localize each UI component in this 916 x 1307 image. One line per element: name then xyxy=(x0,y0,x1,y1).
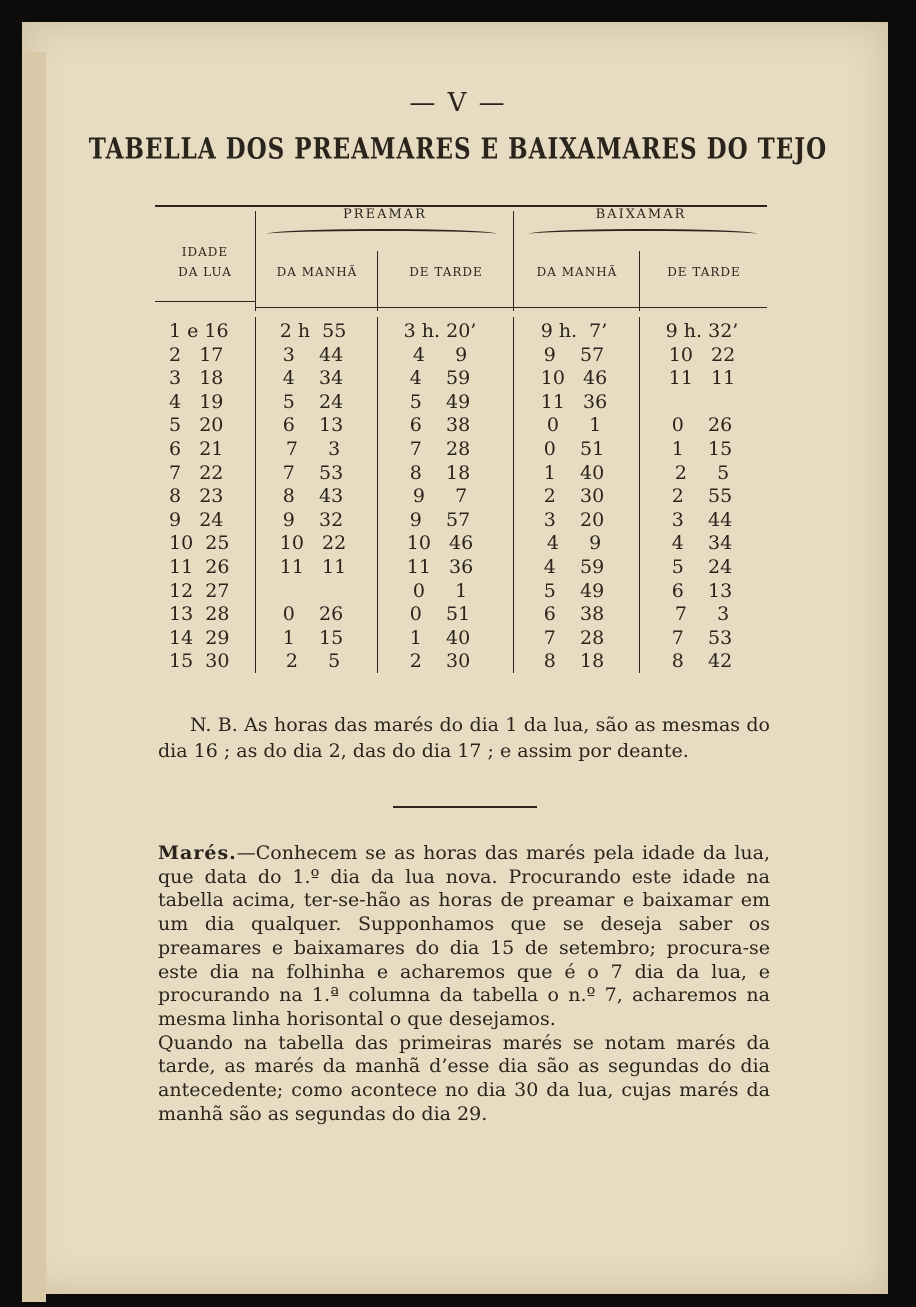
cell-high-morning xyxy=(263,579,363,603)
cell-high-afternoon: 10 46 xyxy=(406,532,474,555)
section-separator xyxy=(393,806,537,808)
header-brace xyxy=(267,229,497,239)
cell-low-morning: 9 57 xyxy=(543,343,605,366)
cell-low-afternoon: 3 44 xyxy=(671,508,733,531)
cell-low-afternoon: 9 h. 32’ xyxy=(665,320,739,342)
note-paragraph: N. B. As horas das marés do dia 1 da lua, são as mesmas do dia 16 ; as do dia 2, das do dia 17 ; e assim por deante. xyxy=(158,714,770,762)
cell-low-morning: 4 9 xyxy=(546,532,602,555)
header-rule xyxy=(255,307,767,308)
cell-low-morning: 0 1 xyxy=(546,414,602,437)
cell-high-morning: 1 15 xyxy=(282,626,344,649)
cell-high-afternoon: 4 9 xyxy=(412,343,468,366)
cell-low-afternoon xyxy=(647,390,757,414)
cell-high-afternoon: 0 51 xyxy=(409,603,471,626)
cell-low-afternoon: 1 15 xyxy=(671,438,733,460)
cell-high-morning: 2 h 55 xyxy=(279,320,347,342)
cell-high-morning: 7 3 xyxy=(285,438,341,460)
cell-high-morning: 7 53 xyxy=(282,461,344,484)
cell-high-morning: 4 34 xyxy=(282,367,344,390)
table-row xyxy=(155,579,767,603)
table-row xyxy=(155,555,767,579)
cell-lunar-age: 8 23 xyxy=(169,485,224,508)
table-row xyxy=(155,484,767,508)
cell-high-afternoon: 7 28 xyxy=(409,438,471,460)
table-row xyxy=(155,437,767,461)
cell-high-afternoon: 3 h. 20’ xyxy=(403,320,477,342)
column-divider xyxy=(513,211,514,311)
header-preamar: PREAMAR xyxy=(343,207,427,222)
paragraph-1 xyxy=(158,842,770,1032)
paragraph-2: Quando na tabella das primeiras marés se notam marés da tarde, as marés da manhã d’esse dia são as segundas do dia antecedente; como acontece no dia 30 da lua, cujas marés da manhã são as segundas do dia 29. xyxy=(158,1031,770,1125)
header-low-afternoon: DE TARDE xyxy=(667,265,741,279)
cell-low-morning: 11 36 xyxy=(540,390,608,413)
cell-low-morning: 6 38 xyxy=(543,603,605,626)
cell-lunar-age: 5 20 xyxy=(169,414,224,437)
cell-lunar-age: 12 27 xyxy=(169,579,230,602)
header-rule xyxy=(155,301,255,302)
cell-low-morning: 4 59 xyxy=(543,556,605,578)
cell-high-morning: 2 5 xyxy=(285,650,341,673)
cell-high-afternoon: 11 36 xyxy=(406,556,474,578)
cell-high-morning: 9 32 xyxy=(282,508,344,531)
table-row xyxy=(155,319,767,343)
cell-lunar-age: 13 28 xyxy=(169,603,230,626)
page-title: TABELLA DOS PREAMARES E BAIXAMARES DO TEJO xyxy=(88,132,828,166)
cell-high-afternoon: 4 59 xyxy=(409,367,471,390)
table-row xyxy=(155,531,767,555)
table-row xyxy=(155,366,767,390)
header-brace xyxy=(529,229,757,239)
table-row xyxy=(155,390,767,414)
cell-high-afternoon: 0 1 xyxy=(412,579,468,602)
header-age-line2: DA LUA xyxy=(178,265,232,279)
cell-low-afternoon: 0 26 xyxy=(671,414,733,437)
cell-low-morning: 7 28 xyxy=(543,626,605,649)
table-row xyxy=(155,602,767,626)
cell-low-morning: 9 h. 7’ xyxy=(540,320,608,342)
cell-low-afternoon: 5 24 xyxy=(671,556,733,578)
header-baixamar: BAIXAMAR xyxy=(595,207,687,222)
cell-lunar-age: 14 29 xyxy=(169,626,230,649)
cell-high-morning: 0 26 xyxy=(282,603,344,626)
cell-lunar-age: 11 26 xyxy=(169,556,230,578)
cell-low-morning: 10 46 xyxy=(540,367,608,390)
cell-high-morning: 3 44 xyxy=(282,343,344,366)
cell-low-afternoon: 10 22 xyxy=(668,343,736,366)
cell-low-afternoon: 2 55 xyxy=(671,485,733,508)
header-high-afternoon: DE TARDE xyxy=(409,265,483,279)
table-row xyxy=(155,626,767,650)
cell-low-afternoon: 8 42 xyxy=(671,650,733,673)
cell-high-morning: 6 13 xyxy=(282,414,344,437)
cell-lunar-age: 1 e 16 xyxy=(169,320,229,342)
cell-high-afternoon: 8 18 xyxy=(409,461,471,484)
cell-low-morning: 1 40 xyxy=(543,461,605,484)
explanation-text xyxy=(158,842,770,1126)
cell-low-afternoon: 2 5 xyxy=(674,461,730,484)
cell-lunar-age: 3 18 xyxy=(169,367,224,390)
column-divider xyxy=(255,211,256,311)
cell-lunar-age: 9 24 xyxy=(169,508,224,531)
cell-low-afternoon: 4 34 xyxy=(671,532,733,555)
cell-high-afternoon: 9 7 xyxy=(412,485,468,508)
table-row xyxy=(155,461,767,485)
table-row xyxy=(155,413,767,437)
cell-high-afternoon: 5 49 xyxy=(409,390,471,413)
cell-low-morning: 5 49 xyxy=(543,579,605,602)
cell-low-afternoon: 7 53 xyxy=(671,626,733,649)
cell-lunar-age: 6 21 xyxy=(169,438,224,460)
cell-lunar-age: 7 22 xyxy=(169,461,224,484)
table-row xyxy=(155,649,767,673)
paragraph-lead: Marés. xyxy=(158,842,237,864)
column-divider xyxy=(639,251,640,311)
cell-low-afternoon: 6 13 xyxy=(671,579,733,602)
cell-low-morning: 3 20 xyxy=(543,508,605,531)
header-low-morning: DA MANHÃ xyxy=(536,265,618,279)
cell-high-afternoon: 9 57 xyxy=(409,508,471,531)
header-age-line1: IDADE xyxy=(181,245,229,259)
cell-low-morning: 2 30 xyxy=(543,485,605,508)
cell-high-morning: 8 43 xyxy=(282,485,344,508)
cell-high-afternoon: 1 40 xyxy=(409,626,471,649)
cell-high-morning: 11 11 xyxy=(279,556,347,578)
cell-lunar-age: 10 25 xyxy=(169,532,230,555)
header-high-morning: DA MANHÃ xyxy=(276,265,358,279)
table-row xyxy=(155,508,767,532)
page-binding-edge xyxy=(22,52,46,1302)
cell-lunar-age: 4 19 xyxy=(169,390,224,413)
column-divider xyxy=(377,251,378,311)
cell-high-afternoon: 6 38 xyxy=(409,414,471,437)
cell-lunar-age: 15 30 xyxy=(169,650,230,673)
cell-low-morning: 8 18 xyxy=(543,650,605,673)
cell-lunar-age: 2 17 xyxy=(169,343,224,366)
table-row xyxy=(155,343,767,367)
page-number: — V — xyxy=(409,88,507,118)
cell-high-morning: 5 24 xyxy=(282,390,344,413)
cell-low-afternoon: 11 11 xyxy=(668,367,736,390)
cell-low-morning: 0 51 xyxy=(543,438,605,460)
paragraph-1-text: —Conhecem se as horas das marés pela idade da lua, que data do 1.º dia da lua nova. Procurando este idade na tabella acima, ter-se-hão as horas de preamar e baixamar em um dia qualquer. Supponhamos que se deseja saber os preamares e baixamares do dia 15 de setembro; procura-se este dia na folhinha e acharemos que é o 7 dia da lua, e procurando na 1.ª columna da tabella o n.º 7, acharemos na mesma linha horisontal o que desejamos. xyxy=(158,842,770,1030)
cell-high-morning: 10 22 xyxy=(279,532,347,555)
cell-low-afternoon: 7 3 xyxy=(674,603,730,626)
cell-high-afternoon: 2 30 xyxy=(409,650,471,673)
